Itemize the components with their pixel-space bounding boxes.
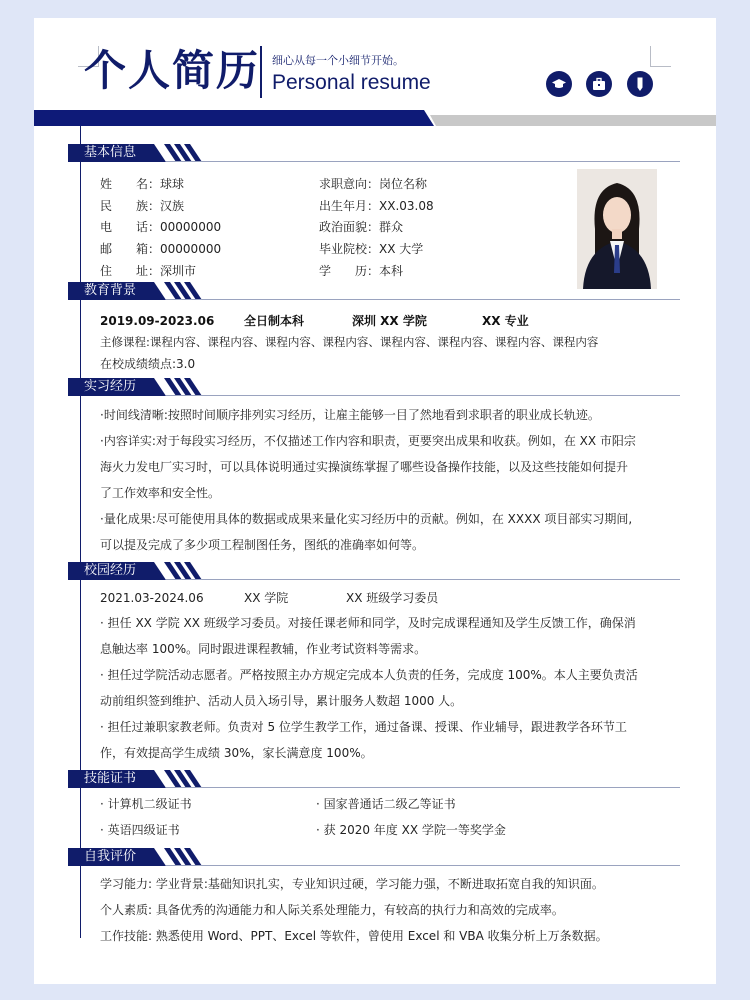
- section-campus: [68, 560, 680, 580]
- section-title: 实习经历: [84, 379, 137, 394]
- section-title: 自我评价: [84, 849, 137, 864]
- section-self-evaluation: [68, 846, 680, 866]
- intern-point-2-line-3: 了工作效率和安全性。: [100, 486, 221, 500]
- intern-point-3-line-1: ·量化成果:尽可能使用具体的数据或成果来量化实习经历中的贡献。例如，在 XXXX 项目部实习期间,: [100, 512, 633, 526]
- section-rule: [166, 579, 680, 580]
- section-skills: [68, 768, 680, 788]
- page-title: 个人简历: [84, 46, 261, 95]
- section-rule: [166, 395, 680, 396]
- ethnicity-row: 民 族：汉族: [100, 199, 185, 213]
- name-row: 姓 名：球球: [100, 177, 185, 191]
- campus-school: XX 学院: [244, 591, 289, 605]
- section-internship: [68, 376, 680, 396]
- job-intention-row: 求职意向：岗位名称: [319, 177, 428, 191]
- section-header: [68, 846, 680, 866]
- briefcase-icon: [586, 71, 612, 97]
- section-stripes: [160, 144, 220, 162]
- section-header: [68, 768, 680, 788]
- section-stripes: [160, 562, 220, 580]
- section-stripes: [160, 378, 220, 396]
- self-eval-skills: 工作技能: 熟悉使用 Word、PPT、Excel 等软件，曾使用 Excel 和 VBA 收集分析上万条数据。: [100, 929, 608, 943]
- campus-point-1-line-2: 息触达率 100%。同时跟进课程教辅，作业考试资料等需求。: [100, 642, 427, 656]
- edu-courses: 主修课程:课程内容、课程内容、课程内容、课程内容、课程内容、课程内容、课程内容、课程内容: [100, 335, 599, 349]
- degree-row: 学 历：本科: [319, 264, 404, 278]
- skill-item: · 国家普通话二级乙等证书: [316, 797, 456, 811]
- phone-row: 电 话：00000000: [100, 220, 222, 234]
- title-divider: [260, 46, 262, 98]
- section-header: [68, 560, 680, 580]
- edu-period: 2019.09-2023.06: [100, 314, 215, 328]
- intern-point-1: ·时间线清晰:按照时间顺序排列实习经历，让雇主能够一目了然地看到求职者的职业成长轨迹。: [100, 408, 600, 422]
- edu-major: XX 专业: [482, 314, 529, 328]
- section-title: 校园经历: [84, 563, 137, 578]
- skill-item: · 获 2020 年度 XX 学院一等奖学金: [316, 823, 506, 837]
- section-rule: [166, 161, 680, 162]
- section-title: 基本信息: [84, 145, 137, 160]
- skill-item: · 英语四级证书: [100, 823, 180, 837]
- section-stripes: [160, 770, 220, 788]
- campus-point-3-line-1: · 担任过兼职家教老师。负责对 5 位学生教学工作，通过备课、授课、作业辅导，跟进教学各环节工: [100, 720, 627, 734]
- campus-period: 2021.03-2024.06: [100, 591, 204, 605]
- birth-row: 出生年月：XX.03.08: [319, 199, 434, 213]
- self-eval-quality: 个人素质: 具备优秀的沟通能力和人际关系处理能力，有较高的执行力和高效的完成率。: [100, 903, 564, 917]
- section-header: [68, 376, 680, 396]
- section-stripes: [160, 282, 220, 300]
- section-education: [68, 280, 680, 300]
- avatar-photo: [577, 169, 657, 289]
- graduation-cap-icon: [546, 71, 572, 97]
- section-stripes: [160, 848, 220, 866]
- edu-school: 深圳 XX 学院: [352, 314, 427, 328]
- self-eval-learning: 学习能力: 学业背景:基础知识扎实，专业知识过硬，学习能力强，不断进取拓宽自我的知识面。: [100, 877, 604, 891]
- section-header: [68, 142, 680, 162]
- english-title: Personal resume: [272, 71, 431, 94]
- intern-point-2-line-1: ·内容详实:对于每段实习经历，不仅描述工作内容和职责，更要突出成果和收获。例如，在 XX 市阳宗: [100, 434, 636, 448]
- skill-item: · 计算机二级证书: [100, 797, 192, 811]
- political-row: 政治面貌：群众: [319, 220, 404, 234]
- campus-point-2-line-2: 动前组织签到维护、活动人员入场引导，累计服务人数超 1000 人。: [100, 694, 463, 708]
- section-basic-info: [68, 142, 680, 162]
- intern-point-2-line-2: 海火力发电厂实习时，可以具体说明通过实操演练掌握了哪些设备操作技能，以及这些技能如何提升: [100, 460, 629, 474]
- section-title: 教育背景: [84, 283, 137, 298]
- resume-page: [34, 18, 716, 984]
- section-header: [68, 280, 680, 300]
- crop-mark-top-right: [650, 46, 671, 67]
- header-stripe-gray: [430, 115, 716, 126]
- pencil-icon: [627, 71, 653, 97]
- campus-role: XX 班级学习委员: [346, 591, 439, 605]
- intern-point-3-line-2: 可以提及完成了多少项工程制图任务，图纸的准确率如何等。: [100, 538, 425, 552]
- address-row: 住 址：深圳市: [100, 264, 197, 278]
- edu-gpa: 在校成绩绩点:3.0: [100, 357, 196, 371]
- section-rule: [166, 299, 680, 300]
- campus-point-1-line-1: · 担任 XX 学院 XX 班级学习委员。对接任课老师和同学，及时完成课程通知及学生反馈工作，确保消: [100, 616, 636, 630]
- slogan: 细心从每一个小细节开始。: [272, 54, 404, 67]
- school-row: 毕业院校：XX 大学: [319, 242, 424, 256]
- edu-type: 全日制本科: [244, 314, 305, 328]
- campus-point-3-line-2: 作，有效提高学生成绩 30%，家长满意度 100%。: [100, 746, 373, 760]
- email-row: 邮 箱：00000000: [100, 242, 222, 256]
- left-timeline-line: [80, 126, 81, 938]
- campus-point-2-line-1: · 担任过学院活动志愿者。严格按照主办方规定完成本人负责的任务，完成度 100%。本人主要负责活: [100, 668, 638, 682]
- section-title: 技能证书: [84, 771, 137, 786]
- section-rule: [166, 787, 680, 788]
- section-rule: [166, 865, 680, 866]
- header-stripe-dark: [34, 110, 434, 126]
